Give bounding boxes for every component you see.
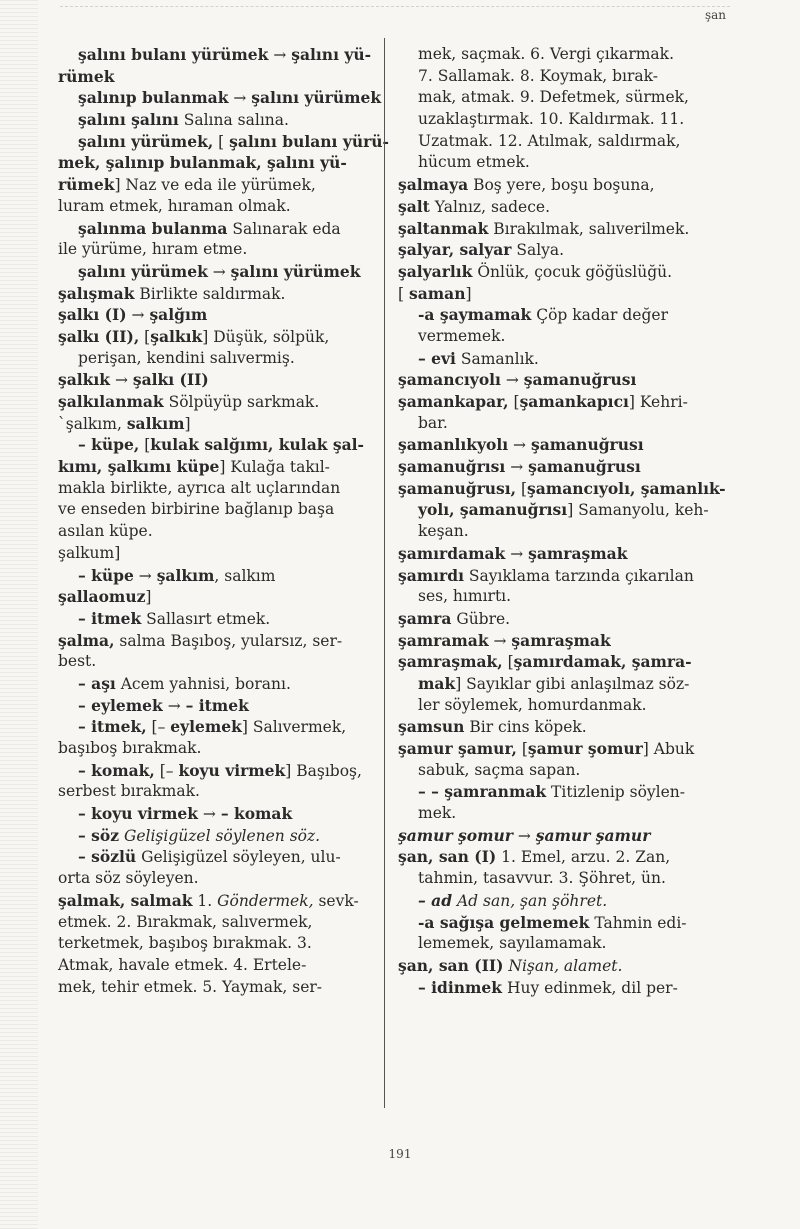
definition-text: başıboş bırakmak. bbox=[58, 739, 202, 757]
dictionary-line bbox=[398, 196, 720, 218]
dictionary-line bbox=[398, 543, 720, 565]
definition-text: Samanlık. bbox=[455, 349, 539, 368]
headword-text: şalmaya bbox=[398, 175, 469, 195]
dictionary-line bbox=[398, 239, 720, 261]
definition-text: ] Kehri- bbox=[628, 393, 688, 411]
left-column bbox=[58, 44, 389, 998]
headword-text: şalyarlık bbox=[398, 261, 473, 281]
definition-text: Sölpüyüp sarkmak. bbox=[163, 393, 320, 411]
headword-text: şan, san (II) bbox=[398, 955, 504, 975]
dictionary-line bbox=[58, 456, 370, 478]
definition-text: luram etmek, hıraman olmak. bbox=[58, 196, 291, 215]
headword-text: şamancıyolı bbox=[398, 370, 501, 390]
dictionary-line bbox=[58, 760, 370, 782]
definition-text: ] Kulağa takıl- bbox=[219, 458, 330, 477]
dictionary-line bbox=[398, 87, 720, 109]
headword-text: kulak salğımı, kulak şal- bbox=[150, 435, 364, 455]
headword-text: şalını bulanı yürü- bbox=[229, 131, 389, 151]
dictionary-line bbox=[58, 218, 370, 240]
definition-text: ] Naz ve eda ile yürümek, bbox=[114, 176, 316, 195]
headword-text: şamanuğrusı bbox=[530, 435, 644, 455]
dictionary-line bbox=[58, 977, 370, 999]
dictionary-line bbox=[398, 977, 720, 999]
headword-text: şamanuğrusı bbox=[523, 370, 637, 390]
headword-text: – eylemek bbox=[78, 695, 163, 715]
definition-text: serbest bırakmak. bbox=[58, 782, 200, 801]
headword-text: şalkım bbox=[156, 565, 215, 585]
dictionary-line bbox=[398, 781, 720, 803]
dictionary-line bbox=[58, 586, 370, 608]
headword-text: – itmek bbox=[185, 695, 249, 715]
definition-text: Huy edinmek, dil per- bbox=[502, 978, 678, 997]
dictionary-line bbox=[58, 933, 370, 955]
headword-text: şamanuğrusı bbox=[528, 457, 641, 477]
definition-text: → bbox=[505, 458, 529, 477]
headword-text: şalınıp bulanmak bbox=[78, 88, 229, 108]
definition-text: orta söz söyleyen. bbox=[58, 869, 199, 888]
definition-text: [– bbox=[154, 761, 179, 780]
dictionary-line bbox=[398, 434, 720, 456]
definition-text: best. bbox=[58, 652, 97, 671]
dictionary-line bbox=[398, 716, 720, 738]
definition-text: ] bbox=[465, 284, 472, 303]
definition-text: [ bbox=[213, 132, 230, 151]
dictionary-line bbox=[58, 391, 370, 413]
dictionary-line bbox=[58, 651, 370, 673]
definition-text: hücum etmek. bbox=[418, 153, 530, 172]
page-binding-edge bbox=[0, 0, 38, 1229]
definition-text: ile yürüme, hıram etme. bbox=[58, 240, 248, 259]
headword-text: şamanlıkyolı bbox=[398, 435, 509, 455]
dictionary-line bbox=[58, 543, 370, 565]
definition-text: Birlikte saldırmak. bbox=[134, 284, 286, 303]
definition-text: ses, hımırtı. bbox=[418, 587, 512, 606]
definition-text: [– bbox=[146, 718, 171, 737]
definition-text: `şalkım, bbox=[58, 414, 127, 433]
headword-text: şamankapar, bbox=[398, 392, 509, 411]
definition-text: → bbox=[268, 46, 292, 64]
dictionary-line bbox=[398, 218, 720, 240]
headword-text: şalışmak bbox=[58, 283, 135, 303]
page-number: 191 bbox=[388, 1147, 412, 1161]
dictionary-line bbox=[58, 239, 370, 261]
dictionary-line bbox=[398, 304, 720, 326]
definition-text: Salına salına. bbox=[178, 111, 289, 130]
definition-text: → bbox=[197, 805, 221, 824]
definition-text: Bırakılmak, salıverilmek. bbox=[488, 219, 690, 238]
definition-text: ] Sayıklar gibi anlaşılmaz söz- bbox=[455, 674, 690, 693]
definition-text: Gübre. bbox=[451, 609, 511, 628]
headword-text: – evi bbox=[418, 348, 456, 368]
headword-text: koyu virmek bbox=[178, 760, 286, 780]
dictionary-line bbox=[58, 326, 370, 348]
definition-text: → bbox=[488, 631, 512, 650]
top-scan-artifact bbox=[60, 6, 730, 8]
dictionary-line bbox=[58, 304, 370, 326]
dictionary-line bbox=[398, 326, 720, 348]
headword-text: şalmak, salmak bbox=[58, 890, 193, 910]
headword-text: – koyu virmek bbox=[78, 804, 198, 824]
dictionary-line bbox=[58, 261, 370, 283]
headword-text: – – şamranmak bbox=[418, 782, 547, 802]
definition-text: [ bbox=[516, 479, 528, 498]
definition-text: Nişan, alamet. bbox=[508, 956, 623, 975]
definition-text: terketmek, başıboş bırakmak. 3. bbox=[58, 934, 312, 953]
definition-text: 1. Emel, arzu. 2. Zan, bbox=[496, 848, 671, 867]
headword-text: – komak, bbox=[78, 760, 155, 780]
definition-text: → bbox=[110, 371, 133, 390]
dictionary-line bbox=[58, 912, 370, 934]
definition-text: Acem yahnisi, boranı. bbox=[115, 674, 291, 693]
headword-text: şallaomuz bbox=[58, 587, 146, 607]
definition-text: → bbox=[162, 696, 186, 715]
headword-text: – itmek bbox=[78, 608, 142, 628]
definition-text: mek, saçmak. 6. Vergi çıkarmak. bbox=[418, 45, 674, 63]
definition-text: Göndermek, bbox=[217, 891, 314, 910]
dictionary-line bbox=[58, 131, 389, 153]
headword-text: şaltanmak bbox=[398, 218, 489, 238]
dictionary-line bbox=[398, 521, 720, 543]
definition-text: ] Abuk bbox=[642, 740, 695, 758]
headword-text: kımı, şalkımı küpe bbox=[58, 457, 220, 477]
definition-text: ] Salıvermek, bbox=[241, 718, 347, 737]
dictionary-line bbox=[398, 846, 720, 868]
headword-text: mek, şalınıp bulanmak, şalını yü- bbox=[58, 153, 347, 173]
dictionary-line bbox=[58, 413, 370, 435]
headword-text: şamırdamak bbox=[398, 543, 506, 563]
dictionary-line bbox=[58, 738, 370, 760]
dictionary-line bbox=[58, 630, 370, 652]
definition-text: → bbox=[207, 262, 231, 281]
definition-text: → bbox=[508, 436, 531, 455]
definition-text: Gelişigüzel söyleyen, ulu- bbox=[136, 848, 341, 867]
dictionary-line bbox=[398, 131, 720, 153]
dictionary-line bbox=[398, 955, 720, 977]
definition-text: şalkum] bbox=[58, 543, 121, 562]
definition-text: [ bbox=[502, 653, 514, 672]
dictionary-line bbox=[398, 348, 720, 370]
definition-text: mak, atmak. 9. Defetmek, sürmek, bbox=[418, 88, 689, 107]
headword-text: – küpe bbox=[78, 565, 134, 585]
headword-text: rümek bbox=[58, 66, 115, 86]
headword-text: şamur şamur, bbox=[398, 739, 517, 758]
headword-text: – aşı bbox=[78, 673, 116, 693]
definition-text: [ bbox=[516, 740, 528, 758]
dictionary-line bbox=[398, 803, 720, 825]
headword-text: şalt bbox=[398, 196, 430, 216]
definition-text: Yalnız, sadece. bbox=[429, 197, 551, 216]
dictionary-line bbox=[398, 565, 720, 587]
headword-text: şalkık bbox=[150, 326, 203, 346]
column-divider bbox=[384, 38, 385, 1108]
dictionary-line bbox=[398, 44, 720, 66]
headword-text: – ad bbox=[418, 890, 453, 910]
definition-text: mek, tehir etmek. 5. Yaymak, ser- bbox=[58, 977, 323, 996]
headword-text: şalını bulanı yürümek bbox=[78, 45, 269, 64]
dictionary-line bbox=[398, 478, 726, 500]
definition-text: salma Başıboş, yularsız, ser- bbox=[114, 631, 343, 650]
definition-text: sevk- bbox=[313, 891, 359, 910]
definition-text: mek. bbox=[418, 804, 457, 823]
dictionary-line bbox=[398, 912, 720, 934]
headword-text: şalkık bbox=[58, 370, 111, 390]
dictionary-line bbox=[398, 66, 720, 88]
dictionary-line bbox=[58, 283, 370, 305]
dictionary-line bbox=[58, 348, 370, 370]
headword-text: – küpe, bbox=[78, 435, 140, 455]
definition-text: Gelişigüzel söylenen söz. bbox=[123, 826, 321, 845]
dictionary-line bbox=[58, 955, 370, 977]
definition-text: asılan küpe. bbox=[58, 522, 153, 541]
definition-text: lememek, sayılamamak. bbox=[418, 934, 607, 953]
dictionary-line bbox=[58, 174, 370, 196]
dictionary-line bbox=[398, 109, 720, 131]
definition-text: bar. bbox=[418, 413, 448, 432]
definition-text: Boş yere, boşu boşuna, bbox=[468, 176, 655, 195]
definition-text: → bbox=[512, 826, 536, 845]
dictionary-line bbox=[398, 933, 720, 955]
definition-text: ] Düşük, sölpük, bbox=[202, 327, 330, 346]
definition-text: [ bbox=[508, 393, 520, 411]
dictionary-line bbox=[398, 261, 720, 283]
headword-text: şamraşmak, bbox=[398, 652, 503, 672]
dictionary-line bbox=[398, 369, 720, 391]
headword-text: şalını yürümek bbox=[251, 88, 382, 108]
headword-text: şamancıyolı, şamanlık- bbox=[527, 478, 726, 498]
headword-text: şamraşmak bbox=[528, 543, 628, 563]
definition-text: [ bbox=[139, 436, 151, 455]
dictionary-line bbox=[58, 66, 370, 88]
headword-text: şamırdı bbox=[398, 565, 464, 585]
headword-text: – sözlü bbox=[78, 847, 137, 867]
dictionary-line bbox=[58, 152, 370, 174]
dictionary-line bbox=[58, 369, 370, 391]
headword-text: -a şaymamak bbox=[418, 305, 532, 325]
dictionary-line bbox=[398, 651, 720, 673]
headword-text: şalını yürümek bbox=[78, 261, 208, 281]
definition-text: ve enseden birbirine bağlanıp başa bbox=[58, 500, 335, 519]
definition-text: makla birlikte, ayrıca alt uçlarından bbox=[58, 478, 341, 497]
headword-text: – komak bbox=[220, 804, 293, 824]
headword-text: salkım bbox=[126, 413, 185, 433]
definition-text: Tahmin edi- bbox=[589, 913, 687, 932]
dictionary-line bbox=[58, 825, 370, 847]
dictionary-line bbox=[58, 673, 370, 695]
dictionary-line bbox=[398, 868, 720, 890]
headword-text: şamankapıcı bbox=[519, 392, 629, 411]
definition-text: ler söylemek, homurdanmak. bbox=[418, 695, 647, 714]
definition-text: 1. bbox=[192, 891, 218, 910]
dictionary-line bbox=[58, 846, 370, 868]
definition-text: ] Başıboş, bbox=[285, 761, 362, 780]
dictionary-line bbox=[398, 391, 720, 413]
dictionary-line bbox=[58, 196, 370, 218]
headword-text: şamramak bbox=[398, 630, 489, 650]
definition-text: etmek. 2. Bırakmak, salıvermek, bbox=[58, 912, 313, 931]
headword-text: – söz bbox=[78, 825, 120, 845]
headword-text: şamanuğrusı, bbox=[398, 478, 517, 498]
headword-text: saman bbox=[408, 283, 466, 303]
dictionary-line bbox=[58, 565, 370, 587]
headword-text: – itmek, bbox=[78, 717, 147, 737]
headword-text: şalını şalını bbox=[78, 110, 179, 130]
right-column bbox=[398, 44, 726, 998]
headword-text: şan, san (I) bbox=[398, 847, 497, 867]
headword-text: şamraşmak bbox=[511, 630, 611, 650]
dictionary-line bbox=[398, 174, 720, 196]
dictionary-line bbox=[58, 781, 370, 803]
dictionary-line bbox=[398, 608, 720, 630]
definition-text: Salya. bbox=[511, 241, 565, 260]
headword-text: mak bbox=[418, 673, 456, 693]
dictionary-line bbox=[398, 760, 720, 782]
definition-text: → bbox=[500, 371, 524, 390]
dictionary-line bbox=[398, 499, 720, 521]
definition-text: Sayıklama tarzında çıkarılan bbox=[463, 566, 694, 585]
headword-text: -a sağışa gelmemek bbox=[418, 912, 590, 932]
dictionary-line bbox=[58, 868, 370, 890]
headword-text: şalını yürümek, bbox=[78, 131, 214, 151]
dictionary-line bbox=[58, 499, 370, 521]
headword-text: şamanuğrısı bbox=[398, 457, 506, 477]
headword-text: rümek bbox=[58, 175, 115, 195]
dictionary-line bbox=[58, 608, 370, 630]
dictionary-line bbox=[398, 456, 720, 478]
definition-text: vermemek. bbox=[418, 326, 506, 345]
dictionary-line bbox=[58, 803, 370, 825]
definition-text: → bbox=[126, 306, 150, 325]
dictionary-line bbox=[398, 152, 720, 174]
definition-text: Önlük, çocuk göğüslüğü. bbox=[472, 262, 673, 281]
definition-text: Salınarak eda bbox=[227, 219, 341, 238]
dictionary-line bbox=[398, 695, 720, 717]
definition-text: tahmin, tasavvur. 3. Şöhret, ün. bbox=[418, 869, 666, 888]
dictionary-line bbox=[398, 673, 720, 695]
definition-text: Titizlenip söylen- bbox=[546, 783, 686, 802]
dictionary-line bbox=[58, 695, 370, 717]
headword-text: şalğım bbox=[149, 305, 208, 325]
headword-text: yolı, şamanuğrısı bbox=[418, 500, 568, 520]
dictionary-line bbox=[58, 44, 370, 66]
dictionary-line bbox=[398, 283, 720, 305]
headword-text: şalkı (II), bbox=[58, 326, 140, 346]
definition-text: Çöp kadar değer bbox=[531, 306, 668, 325]
dictionary-line bbox=[398, 825, 720, 847]
dictionary-line bbox=[58, 434, 370, 456]
definition-text: keşan. bbox=[418, 522, 469, 541]
dictionary-line bbox=[398, 738, 720, 760]
definition-text: , salkım bbox=[214, 566, 276, 585]
definition-text: sabuk, saçma sapan. bbox=[418, 760, 581, 779]
dictionary-line bbox=[58, 109, 370, 131]
definition-text: → bbox=[228, 89, 252, 108]
headword-text: şalma, bbox=[58, 630, 115, 650]
dictionary-line bbox=[398, 413, 720, 435]
definition-text: → bbox=[505, 544, 529, 563]
headword-text: şamur şomur bbox=[527, 739, 643, 758]
headword-text: şalkı (I) bbox=[58, 305, 127, 325]
guide-word: şan bbox=[704, 8, 726, 22]
dictionary-line bbox=[58, 87, 382, 109]
dictionary-line bbox=[398, 586, 720, 608]
headword-text: şamırdamak, şamra- bbox=[513, 652, 692, 672]
dictionary-line bbox=[398, 630, 720, 652]
headword-text: şamra bbox=[398, 608, 452, 628]
dictionary-line bbox=[58, 521, 370, 543]
headword-text: şalınma bulanma bbox=[78, 218, 228, 238]
definition-text: ] bbox=[145, 588, 152, 607]
definition-text: perişan, kendini salıvermiş. bbox=[78, 348, 295, 367]
dictionary-line bbox=[58, 716, 370, 738]
definition-text: Bir cins köpek. bbox=[464, 718, 587, 737]
definition-text: uzaklaştırmak. 10. Kaldırmak. 11. bbox=[418, 110, 685, 129]
headword-text: şalkı (II) bbox=[132, 370, 209, 390]
headword-text: şalkılanmak bbox=[58, 392, 164, 411]
dictionary-line bbox=[58, 890, 370, 912]
headword-text: şamur şamur bbox=[535, 825, 651, 845]
dictionary-line bbox=[58, 478, 370, 500]
definition-text: 7. Sallamak. 8. Koymak, bırak- bbox=[418, 66, 658, 85]
definition-text: Sallasırt etmek. bbox=[141, 609, 271, 628]
headword-text: şamur şomur bbox=[398, 825, 513, 845]
headword-text: şamsun bbox=[398, 717, 465, 737]
headword-text: – idinmek bbox=[418, 977, 503, 997]
headword-text: şalyar, salyar bbox=[398, 240, 512, 260]
dictionary-line bbox=[398, 890, 720, 912]
definition-text: ] Samanyolu, keh- bbox=[567, 501, 709, 520]
definition-text: Ad san, şan şöhret. bbox=[456, 891, 608, 910]
headword-text: eylemek bbox=[170, 717, 242, 737]
definition-text: ] bbox=[184, 414, 191, 433]
definition-text: Atmak, havale etmek. 4. Ertele- bbox=[58, 955, 307, 974]
headword-text: şalını yürümek bbox=[230, 261, 361, 281]
definition-text: Uzatmak. 12. Atılmak, saldırmak, bbox=[418, 131, 681, 150]
headword-text: şalını yü- bbox=[291, 45, 372, 64]
definition-text: [ bbox=[398, 284, 409, 303]
definition-text: → bbox=[133, 566, 157, 585]
definition-text: [ bbox=[139, 327, 151, 346]
